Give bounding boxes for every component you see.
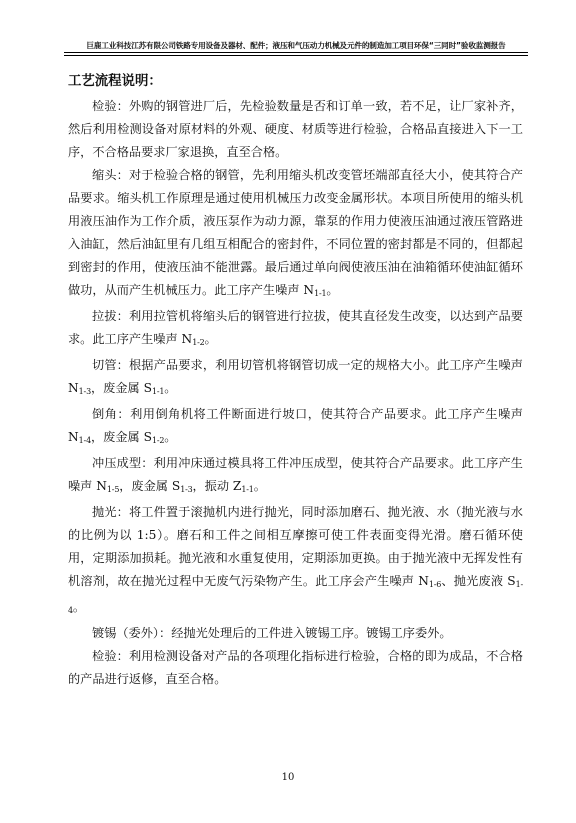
paragraph-stamp (68, 452, 523, 501)
paragraph-text: ，振动 Z (192, 479, 242, 493)
paragraph-text: 。 (253, 479, 266, 493)
paragraph-text: 。 (164, 381, 177, 395)
paragraph-tin: 镀锡（委外）：经抛光处理后的工件进入镀锡工序。镀锡工序委外。 (92, 626, 452, 640)
subscript: 1-3 (180, 485, 193, 494)
subscript: 1-1 (241, 485, 254, 494)
paragraph-text: 拉拔：利用拉管机将缩头后的钢管进行拉拔，使其直径发生改变，以达到产品要求。此工序产生噪声 N (68, 309, 523, 346)
subscript: 1-2 (151, 436, 165, 445)
paragraph-text: 冲压成型：利用冲床通过模具将工件冲压成型，使其符合产品要求。此工序产生噪声 N (68, 456, 523, 493)
paragraph-text: ，废金属 S (90, 430, 152, 444)
paragraph-inspection-in: 检验：外购的钢管进厂后，先检验数量是否和订单一致，若不足，让厂家补齐，然后利用检测设备对原材料的外观、硬度、材质等进行检验，合格品直接进入下一工序，不合格品要求厂家退换，直至合格。 (68, 99, 523, 159)
subscript: 1-4 (68, 580, 523, 615)
paragraph-text: 。 (326, 283, 339, 297)
process-description (68, 95, 523, 691)
header-divider-thin (64, 55, 528, 56)
subscript: 1-2 (192, 338, 205, 347)
subscript: 1-1 (151, 387, 165, 396)
paragraph-draw (68, 305, 523, 354)
subscript: 1-5 (106, 485, 120, 494)
paragraph-text: ，废金属 S (119, 479, 181, 493)
paragraph-text: 缩头：对于检验合格的钢管，先利用缩头机改变管坯端部直径大小，使其符合产品要求。缩头机工作原理是通过使用机械压力改变金属形状。本项目所使用的缩头机用液压油作为工作介质，液压泵作为动力源，靠泵的作用力使液压油通过液压管路进入油缸，然后油缸里有几组互相配合的密封件，不同位置的密封都是不同的，但都起到密封的作用，使液压油不能泄露。最后通过单向阀使液压油在油箱循环使油缸循环做功，从而产生机械压力。此工序产生噪声 N (68, 168, 523, 297)
report-header: 巨鹿工业科技江苏有限公司铁路专用设备及器材、配件；液压和气压动力机械及元件的制造加工项目环保“三同时”验收监测报告 (86, 41, 506, 50)
subscript: 1-6 (428, 580, 442, 589)
paragraph-text: 。 (164, 430, 177, 444)
paragraph-text: 抛光：将工件置于滚抛机内进行抛光，同时添加磨石、抛光液、水（抛光液与水的比例为以 1:5）。磨石和工件之间相互摩擦可使工件表面变得光滑。磨石循环使用，定期添加损耗。抛光液和水重复使用，定期添加更换。由于抛光液中无挥发性有机溶剂，故在抛光过程中无废气污染物产生。此工序会产生噪声 N (68, 505, 523, 588)
paragraph-polish (68, 501, 523, 622)
section-title: 工艺流程说明： (68, 74, 162, 89)
paragraph-chamfer (68, 403, 523, 452)
paragraph-text: 切管：根据产品要求，利用切管机将钢管切成一定的规格大小。此工序产生噪声 N (68, 358, 523, 395)
paragraph-inspection-out: 检验：利用检测设备对产品的各项理化指标进行检验，合格的即为成品，不合格的产品进行返修，直至合格。 (68, 649, 523, 686)
paragraph-shrink (68, 164, 523, 305)
subscript: 1-4 (78, 436, 91, 445)
page-number: 10 (281, 772, 295, 783)
paragraph-text: 、抛光废液 S (441, 574, 516, 588)
paragraph-text: ，废金属 S (90, 381, 152, 395)
subscript: 1-1 (314, 289, 327, 298)
paragraph-cut (68, 354, 523, 403)
paragraph-text: 。 (72, 600, 86, 614)
paragraph-text: 倒角：利用倒角机将工件断面进行坡口，使其符合产品要求。此工序产生噪声 N (68, 407, 523, 444)
header-divider (64, 52, 528, 53)
subscript: 1-3 (78, 387, 91, 396)
paragraph-text: 。 (204, 332, 217, 346)
